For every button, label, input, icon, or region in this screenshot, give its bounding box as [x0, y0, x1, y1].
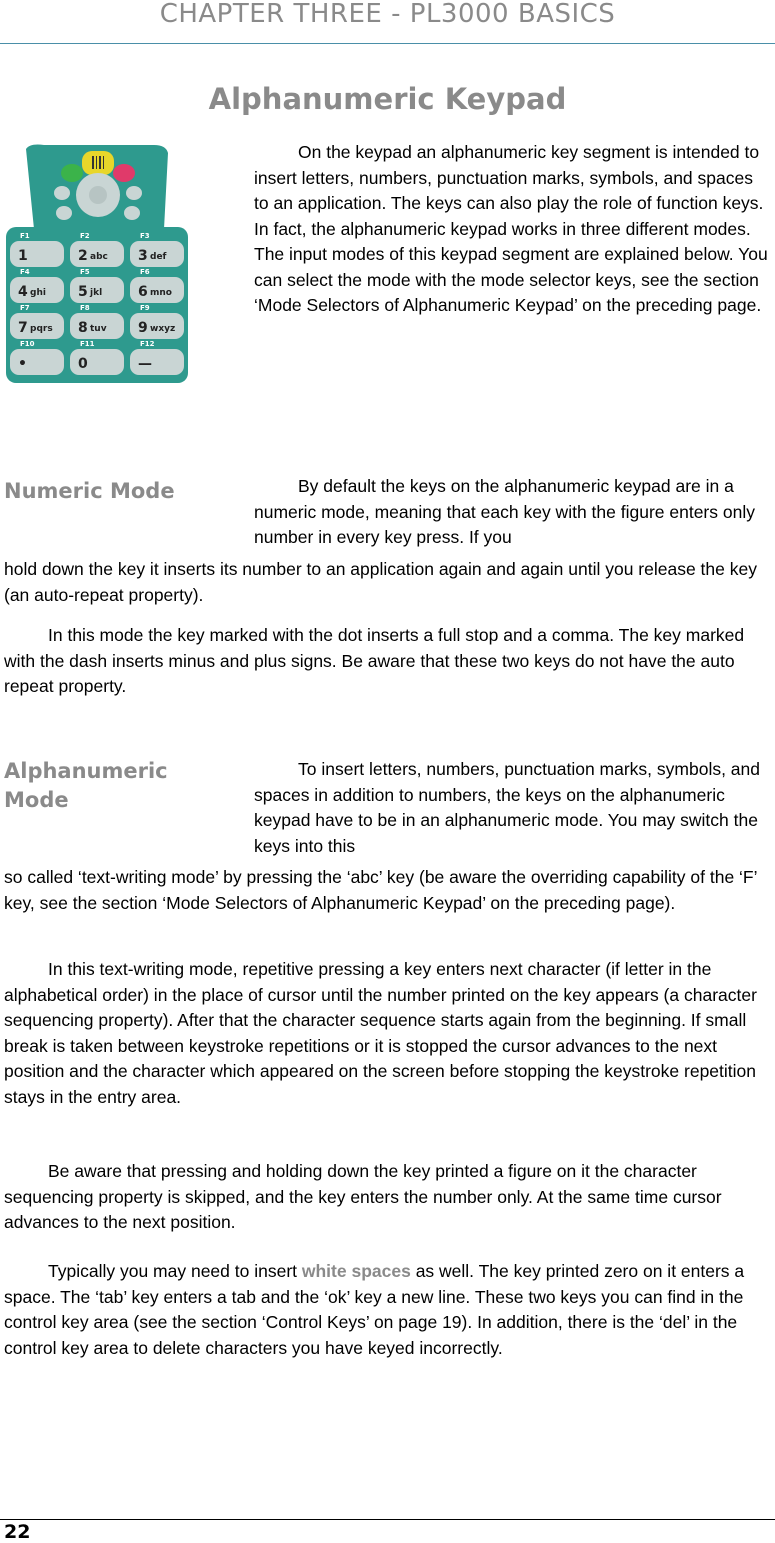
keypad-key-number: 7 — [18, 320, 28, 336]
alpha-paragraph-3: Be aware that pressing and holding down the key printed a figure on it the character sequencing property is skipped, and the key enters the number only. At the same time cursor advances to the next position. — [4, 1161, 722, 1232]
chapter-title: CHAPTER THREE - PL3000 BASICS — [159, 0, 616, 29]
alpha-paragraph-2: In this text-writing mode, repetitive pressing a key enters next character (if letter in the alphabetical order) in the place of cursor until the number printed on the key appears (a character sequencing property). After that the character sequence starts again from the beginning. If small break is taken between keystroke repetitions or it is stopped the cursor advances to the next position and the character which appeared on the screen before stopping the keystroke repetition stays in the entry area. — [4, 959, 757, 1107]
keypad-fkey-label: F3 — [140, 232, 150, 240]
alpha-paragraph-lead: To insert letters, numbers, punctuation marks, symbols, and spaces in addition to numbers, the keys on the alphanumeric keypad have to be in an alphanumeric mode. You may switch the keys into this — [254, 759, 761, 856]
keypad-key-number: 1 — [18, 248, 28, 264]
keypad-fkey-label: F7 — [20, 304, 30, 312]
alpha-paragraph-cont: so called ‘text-writing mode’ by pressing the ‘abc’ key (be aware the overriding capability of the ‘F’ key, see the section ‘Mode Selectors of Alphanumeric Keypad’ on the preceding page). — [4, 867, 757, 913]
keypad-key-letters: jkl — [90, 288, 103, 298]
keypad-key-letters: ghi — [30, 288, 46, 298]
alphanumeric-heading-line1: Alphanumeric — [4, 759, 168, 783]
keypad-key-letters: tuv — [90, 324, 107, 334]
keypad-key-number: 9 — [138, 320, 148, 336]
keypad-fkey-label: F10 — [20, 340, 35, 348]
numeric-mode-heading: Numeric Mode — [4, 479, 175, 503]
alphanumeric-heading-line2: Mode — [4, 788, 69, 812]
keypad-fkey-label: F8 — [80, 304, 90, 312]
keypad-fkey-label: F12 — [140, 340, 155, 348]
numeric-paragraph-2: In this mode the key marked with the dot inserts a full stop and a comma. The key marked with the dash inserts minus and plus signs. Be aware that these two keys do not have the auto repeat property. — [4, 625, 745, 696]
section-title: Alphanumeric Keypad — [208, 82, 567, 116]
keypad-key-number: 8 — [78, 320, 88, 336]
numeric-paragraph-lead: By default the keys on the alphanumeric keypad are in a numeric mode, meaning that each key with the figure enters only number in every key press. If you — [254, 476, 755, 547]
keypad-key-letters: mno — [150, 288, 172, 298]
footer-divider — [0, 1519, 775, 1520]
keypad-fkey-label: F4 — [20, 268, 30, 276]
keypad-key-letters: pqrs — [30, 324, 53, 334]
keypad-fkey-label: F1 — [20, 232, 30, 240]
alpha-paragraph-4: Typically you may need to insert white spaces as well. The key printed zero on it enters a space. The ‘tab’ key enters a tab and the ‘ok’ key a new line. These two keys you can find in the control key area (see the section ‘Control Keys’ on page 19). In addition, there is the ‘del’ in the control key area to delete characters you have keyed incorrectly. — [4, 1261, 745, 1358]
keypad-illustration — [4, 143, 190, 384]
keypad-key-letters: abc — [90, 252, 108, 262]
intro-paragraph: On the keypad an alphanumeric key segment is intended to insert letters, numbers, punctuation marks, symbols, and spaces to an application. The keys can also play the role of function keys. In fact, the alphanumeric keypad works in three different modes. The input modes of this keypad segment are explained below. You can select the mode with the mode selector keys, see the section ‘Mode Selectors of Alphanumeric Keypad’ on the preceding page. — [254, 142, 768, 315]
keypad-fkey-label: F9 — [140, 304, 150, 312]
white-spaces-highlight: white spaces — [301, 1261, 411, 1281]
keypad-key-number: 3 — [138, 248, 148, 264]
keypad-fkey-label: F11 — [80, 340, 95, 348]
keypad-key-number: 4 — [18, 284, 28, 300]
keypad-key-letters: wxyz — [150, 324, 176, 334]
alphanumeric-mode-heading — [4, 757, 168, 815]
keypad-key-number: 5 — [78, 284, 88, 300]
keypad-fkey-label: F6 — [140, 268, 150, 276]
keypad-key-number: • — [18, 356, 27, 372]
keypad-fkey-label: F5 — [80, 268, 90, 276]
keypad-fkey-label: F2 — [80, 232, 90, 240]
keypad-key-number: 2 — [78, 248, 88, 264]
keypad-key-letters: def — [150, 252, 167, 262]
keypad-key-number: — — [138, 356, 152, 372]
numeric-paragraph-cont: hold down the key it inserts its number to an application again and again until you release the key (an auto-repeat property). — [4, 559, 757, 605]
chapter-header — [0, 0, 775, 44]
page-number: 22 — [4, 1521, 31, 1543]
keypad-key-number: 6 — [138, 284, 148, 300]
keypad-key-number: 0 — [78, 356, 88, 372]
